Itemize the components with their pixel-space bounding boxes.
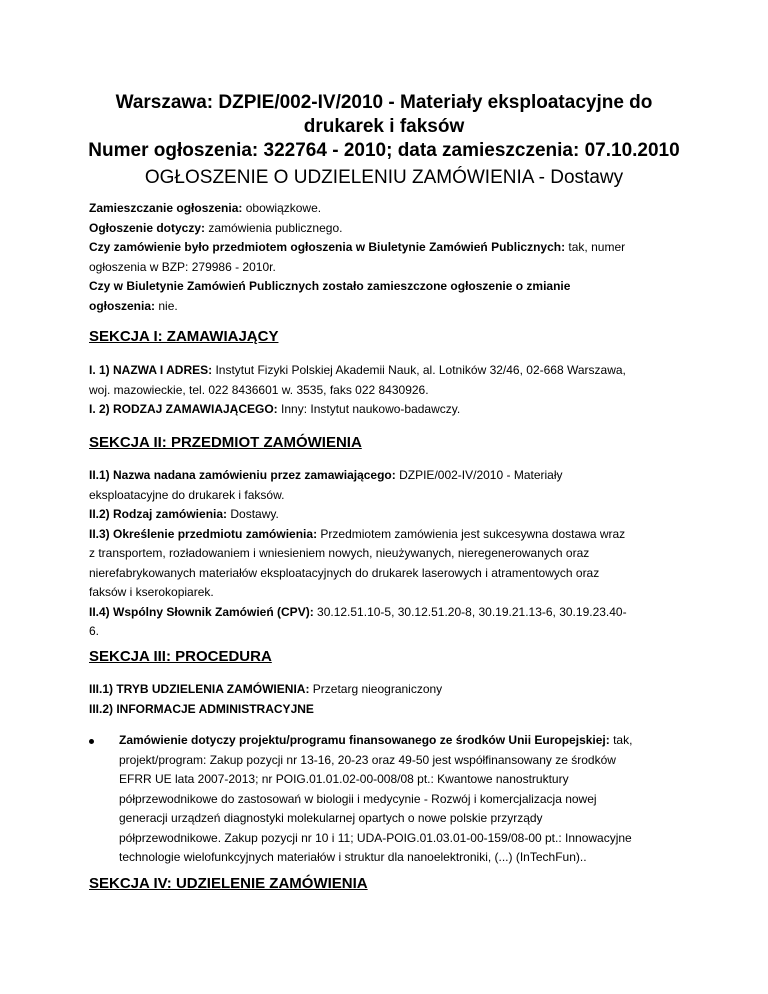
s2-value-8: 30.12.51.10-5, 30.12.51.20-8, 30.19.21.13-6, 30.19.23.40- [313,604,627,619]
section-1-heading: SEKCJA I: ZAMAWIAJĄCY [89,328,279,345]
bullet-text-3: EFRR UE lata 2007-2013; nr POIG.01.01.02-00-008/08 pt.: Kwantowe nanostruktury [119,772,569,786]
s2-text-6: nierefabrykowanych materiałów eksploatacyjnych do drukarek laserowych i atramentowych oraz [89,565,600,580]
bullet-label: Zamówienie dotyczy projektu/programu finansowanego ze środków Unii Europejskiej: [119,733,610,747]
intro-label-5: Czy w Biuletynie Zamówień Publicznych zostało zamieszczone ogłoszenie o zmianie [89,279,571,293]
bullet-text-7: technologie wielofunkcyjnych materiałów i struktur dla nanoelektroniki, (...) (InTechFun).. [119,850,587,864]
s3-label-1: III.1) TRYB UDZIELENIA ZAMÓWIENIA: [89,682,310,696]
section-2-heading: SEKCJA II: PRZEDMIOT ZAMÓWIENIA [89,434,362,451]
intro-value-3: tak, numer [565,240,626,254]
intro-label-3: Czy zamówienie było przedmiotem ogłoszenia w Biuletynie Zamówień Publicznych: [89,240,566,254]
s2-value-4: Przedmiotem zamówienia jest sukcesywna dostawa wraz [317,526,626,541]
intro-block [89,199,689,316]
s2-value-1: DZPIE/002-IV/2010 - Materiały [395,468,563,482]
intro-label-6: ogłoszenia: [89,298,156,313]
section-3-heading: SEKCJA III: PROCEDURA [89,648,272,665]
s2-label-8: II.4) Wspólny Słownik Zamówień (CPV): [89,604,314,619]
section-2-body [89,466,689,642]
s1-text-2: woj. mazowieckie, tel. 022 8436601 w. 3535, faks 022 8430926. [89,382,429,397]
bullet-text-5: generacji urządzeń diagnostyki molekularnej opartych o nowe polskie przyrządy [119,811,543,825]
s2-value-3: Dostawy. [227,507,279,521]
document-title [60,91,708,191]
s2-label-1: II.1) Nazwa nadana zamówieniu przez zamawiającego: [89,468,396,482]
s1-value-3: Inny: Instytut naukowo-badawczy. [277,402,461,416]
document-subtitle: OGŁOSZENIE O UDZIELENIU ZAMÓWIENIA - Dostawy [144,167,624,188]
s2-text-2: eksploatacyjne do drukarek i faksów. [89,487,285,502]
intro-value-1: obowiązkowe. [242,201,322,215]
s1-label-1: I. 1) NAZWA I ADRES: [89,363,213,377]
s2-label-4: II.3) Określenie przedmiotu zamówienia: [89,526,318,541]
intro-label-1: Zamieszczanie ogłoszenia: [89,201,243,215]
intro-text-4: ogłoszenia w BZP: 279986 - 2010r. [89,259,276,274]
section-4-heading: SEKCJA IV: UDZIELENIE ZAMÓWIENIA [89,875,368,892]
title-line-3: Numer ogłoszenia: 322764 - 2010; data zamieszczenia: 07.10.2010 [88,140,680,161]
bullet-value: tak, [609,733,633,747]
s3-label-2: III.2) INFORMACJE ADMINISTRACYJNE [89,701,314,716]
section-1-body [89,361,689,420]
s2-label-3: II.2) Rodzaj zamówienia: [89,507,228,521]
s3-value-1: Przetarg nieograniczony [309,682,443,696]
bullet-text-4: półprzewodnikowe do zastosowań w biologii i medycynie - Rozwój i komercjalizacja nowej [119,791,597,806]
eu-funding-bullet [89,731,689,868]
intro-value-2: zamówienia publicznego. [205,220,343,235]
bullet-text-6: półprzewodnikowe. Zakup pozycji nr 10 i 11; UDA-POIG.01.03.01-00-159/08-00 pt.: Innowacyjne [119,830,632,845]
intro-value-6: nie. [155,298,178,313]
s2-text-9: 6. [89,624,100,638]
section-3-body [89,680,689,719]
s2-text-5: z transportem, rozładowaniem i wniesieniem nowych, nieużywanych, nieregenerowanych oraz [89,546,590,560]
s2-text-7: faksów i kserokopiarek. [89,585,214,599]
s1-value-1: Instytut Fizyki Polskiej Akademii Nauk, al. Lotników 32/46, 02-668 Warszawa, [212,363,626,377]
bullet-text-2: projekt/program: Zakup pozycji nr 13-16, 20-23 oraz 49-50 jest współfinansowany ze środków [119,752,616,767]
s1-label-3: I. 2) RODZAJ ZAMAWIAJĄCEGO: [89,402,278,416]
title-line-1: Warszawa: DZPIE/002-IV/2010 - Materiały eksploatacyjne do [115,92,653,113]
title-line-2: drukarek i faksów [303,116,465,137]
intro-label-2: Ogłoszenie dotyczy: [89,220,206,235]
bullet-icon [89,739,94,744]
